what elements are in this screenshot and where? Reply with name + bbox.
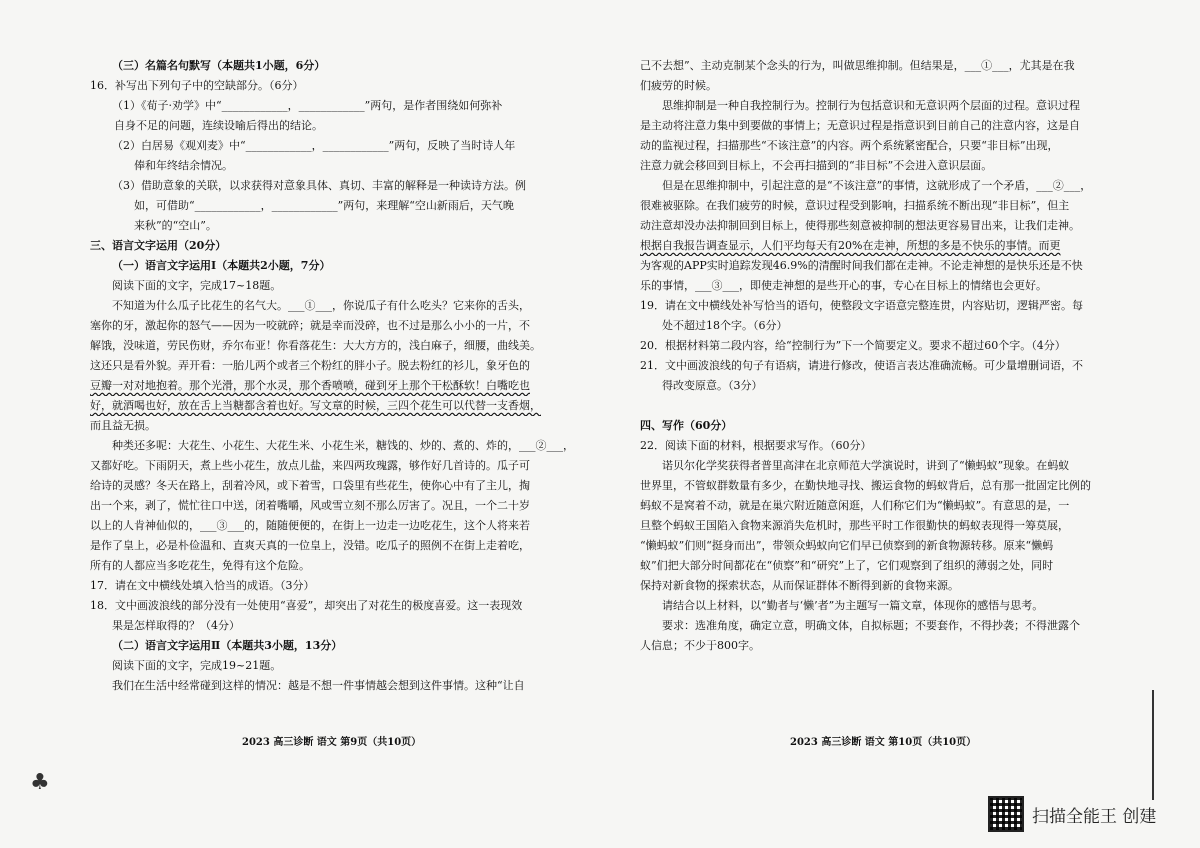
right-text-line: 但是在思维抑制中，引起注意的是“不该注意”的事情，这就形成了一个矛盾，___②___， [662,179,1092,192]
left-text-line: 这还只是看外貌。弄开看：一胎儿两个或者三个粉红的胖小子。脱去粉红的衫儿，象牙色的 [90,359,530,372]
right-text-line [640,396,1140,416]
right-text-line: 保持对新食物的探索状态，从而保证群体不断得到新的食物来源。 [640,579,959,592]
right-text-line: 是主动将注意力集中到要做的事情上；无意识过程是指意识到目前自己的注意内容，这是自 [640,119,1080,132]
left-text-line: （2）白居易《观刈麦》中“____________，____________”两句，反映了当时诗人年 [112,139,516,152]
left-text-line: 出一个来，剥了，慌忙往口中送，闭着嘴嚼，风或雪立刻不那么厉害了。况且，一个二十岁 [90,499,530,512]
right-text-line: 四、写作（60分） [640,419,733,432]
left-text-line: （3）借助意象的关联，以求获得对意象具体、真切、丰富的解释是一种读诗方法。例 [112,179,526,192]
right-text-line: 为客观的APP实时追踪发现46.9%的清醒时间我们都在走神。不论走神想的是快乐还是不快 [640,259,1083,272]
left-text-line: 种类还多呢：大花生、小花生、大花生米、小花生米，糖饯的、炒的、煮的、炸的，___②___， [112,439,574,452]
left-text-line: 果是怎样取得的？（4分） [90,619,240,632]
left-text-line: 又都好吃。下雨阴天，煮上些小花生，放点儿盐，来四两玫瑰露，够作好几首诗的。瓜子可 [90,459,530,472]
right-text-line: 21．文中画波浪线的句子有语病，请进行修改，使语言表达准确流畅。可少量增删词语，不 [640,359,1083,372]
left-text-line: 三、语言文字运用（20分） [90,239,227,252]
left-text-line: 是作了皇上，必是朴俭温和、直爽天真的一位皇上，没错。吃瓜子的照例不在街上走着吃， [90,539,530,552]
left-text-line: 阅读下面的文字，完成19~21题。 [112,659,282,672]
left-text-line: 塞你的牙，激起你的怒气——因为一咬就碎；就是幸而没碎，也不过是那么小小的一片，不 [90,319,530,332]
right-text-line: 己不去想”、主动克制某个念头的行为，叫做思维抑制。但结果是，___①___，尤其是在我 [640,59,1075,72]
left-text-line: （三）名篇名句默写（本题共1小题，6分） [112,59,326,72]
right-text-line: 思维抑制是一种自我控制行为。控制行为包括意识和无意识两个层面的过程。意识过程 [662,99,1080,112]
left-text-line: 17．请在文中横线处填入恰当的成语。（3分） [90,579,315,592]
scanner-watermark [988,794,1156,834]
left-text-line: 18．文中画波浪线的部分没有一处使用“喜爱”，却突出了对花生的极度喜爱。这一表现效 [90,599,523,612]
right-text-line: 人信息；不少于800字。 [640,639,760,652]
right-text-line: 注意力就会移回到目标上，不会再扫描到的“非目标”不会进入意识层面。 [640,159,993,172]
right-text-line: 诺贝尔化学奖获得者普里高津在北京师范大学演说时，讲到了“懒蚂蚁”现象。在蚂蚁 [662,459,1070,472]
right-text-line: 根据自我报告调查显示，人们平均每天有20%在走神，所想的多是不快乐的事情。而更 [640,239,1061,252]
right-text-line: 旦整个蚂蚁王国陷入食物来源消失危机时，那些平时工作很勤快的蚂蚁表现得一筹莫展， [640,519,1069,532]
left-text-line: 不知道为什么瓜子比花生的名气大。___①___，你说瓜子有什么吃头？它来你的舌头， [112,299,530,312]
right-text-line: 们疲劳的时候。 [640,79,717,92]
left-text-line: 给诗的灵感？冬天在路上，刮着冷风，或下着雪，口袋里有些花生，使你心中有了主儿，掏 [90,479,530,492]
right-text-line: 要求：选准角度，确定立意，明确文体，自拟标题；不要套作，不得抄袭；不得泄露个 [662,619,1080,632]
left-text-line: 所有的人都应当多吃花生，免得有这个危险。 [90,559,310,572]
right-text-line: 19．请在文中横线处补写恰当的语句，使整段文字语意完整连贯，内容贴切，逻辑严密。每 [640,299,1083,312]
right-text-line: 世界里，不管蚁群数量有多少，在勤快地寻找、搬运食物的蚂蚁背后，总有那一批固定比例的 [640,479,1091,492]
page-footer-left: 2023 高三诊断 语文 第9页（共10页） [242,737,422,748]
left-text-line: （一）语言文字运用Ⅰ（本题共2小题，7分） [112,259,331,272]
left-text-line: （二）语言文字运用Ⅱ（本题共3小题，13分） [112,639,343,652]
left-text-line: 我们在生活中经常碰到这样的情况：越是不想一件事情越会想到这件事情。这种“让自 [112,679,525,692]
right-text-line: “懒蚂蚁”们则“挺身而出”，带领众蚂蚁向它们早已侦察到的新食物源转移。原来“懒蚂 [640,539,1054,552]
left-text-line: 好，就酒喝也好，放在舌上当糖都含着也好。写文章的时候，三四个花生可以代替一支香烟， [90,399,541,412]
right-text-line: 动的监视过程，扫描那些“不该注意”的内容。两个系统紧密配合，只要“非目标”出现， [640,139,1059,152]
left-column [90,56,590,696]
left-text-line: 而且益无损。 [90,419,156,432]
right-text-line: 20．根据材料第二段内容，给“控制行为”下一个简要定义。要求不超过60个字。（4分） [640,339,1066,352]
left-text-line: 阅读下面的文字，完成17~18题。 [112,279,282,292]
left-text-line: （1）《荀子·劝学》中“____________，____________”两句，是作者围绕如何弥补 [112,99,503,112]
left-text-line: 自身不足的问题，连续设喻后得出的结论。 [114,119,323,132]
qr-code-icon [988,796,1024,832]
right-text-line: 蚁”们把大部分时间都花在“侦察”和“研究”上了，它们观察到了组织的薄弱之处，同时 [640,559,1054,572]
right-text-line: 蚂蚁不是窝着不动，就是在巢穴附近随意闲逛，人们称它们为“懒蚂蚁”。有意思的是，一 [640,499,1070,512]
right-text-line: 动注意却没办法抑制回到目标上，使得那些刻意被抑制的想法更容易冒出来，让我们走神。 [640,219,1080,232]
page-footer-right: 2023 高三诊断 语文 第10页（共10页） [790,737,977,748]
left-text-line: 俸和年终结余情况。 [112,159,233,172]
watermark-text: 扫描全能王 创建 [1032,806,1157,827]
left-text-line: 解饿，没味道，劳民伤财，乔尔布亚！你看落花生：大大方方的，浅白麻子，细腰，曲线美。 [90,339,541,352]
right-text-line: 处不超过18个字。（6分） [640,319,788,332]
right-text-line: 很难被驱除。在我们疲劳的时候，意识过程受到影响，扫描系统不断出现“非目标”，但主 [640,199,1070,212]
left-text-line: 以上的人肯神仙似的，___③___的，随随便便的，在街上一边走一边吃花生，这个人将来若 [90,519,530,532]
left-text-line: 来秋”的“空山”。 [112,219,217,232]
left-text-line: 如，可借助“____________，____________”两句，来理解“空山新雨后，天气晚 [112,199,514,212]
right-column [640,56,1140,656]
right-text-line: 得改变原意。（3分） [640,379,763,392]
right-text-line: 22．阅读下面的材料，根据要求写作。（60分） [640,439,872,452]
left-text-line: 16．补写出下列句子中的空缺部分。（6分） [90,79,304,92]
right-text-line: 请结合以上材料，以“勤者与‘懒’者”为主题写一篇文章，体现你的感悟与思考。 [662,599,1044,612]
page-edge-line [1152,690,1154,800]
left-text-line: 豆瓣一对对地抱着。那个光滑，那个水灵，那个香喷喷，碰到牙上那个干松酥软！白嘴吃也 [90,379,530,392]
corner-mark: ♣ [30,770,50,795]
right-text-line: 乐的事情，___③___，即使走神想的是些开心的事，专心在目标上的情绪也会更好。 [640,279,1047,292]
